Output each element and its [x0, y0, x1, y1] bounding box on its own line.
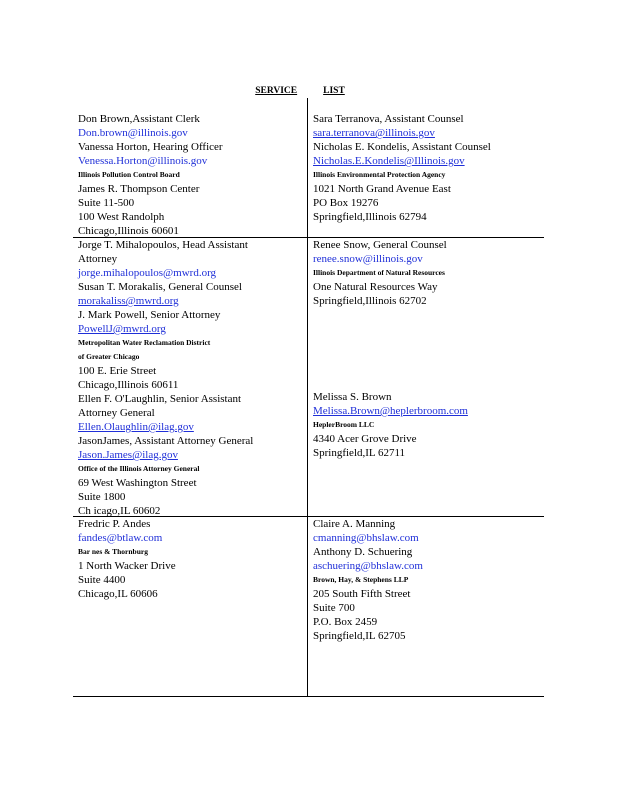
address-line: Suite 1800: [78, 491, 126, 503]
address-line: 69 West Washington Street: [78, 477, 197, 489]
address-line: Springfield,Illinois 62702: [313, 295, 427, 307]
email-link[interactable]: Venessa.Horton@illinois.gov: [78, 155, 208, 167]
contact-name: Fredric P. Andes: [78, 518, 151, 530]
address-line: Springfield,IL 62711: [313, 447, 406, 459]
contact-title: Attorney General: [78, 407, 155, 419]
address-line: 1021 North Grand Avenue East: [313, 183, 451, 195]
organization-name: HeplerBroom LLC: [313, 420, 375, 429]
address-line: Chicago,Illinois 60601: [78, 225, 179, 237]
address-line: Suite 700: [313, 602, 355, 614]
contact-name: J. Mark Powell, Senior Attorney: [78, 309, 221, 321]
document-title: [0, 86, 618, 96]
organization-name: Illinois Pollution Control Board: [78, 170, 180, 179]
email-link[interactable]: Ellen.Olaughlin@ilag.gov: [78, 421, 194, 433]
service-list-table: [73, 98, 544, 697]
address-line: PO Box 19276: [313, 197, 379, 209]
address-line: Chicago,IL 60606: [78, 588, 158, 600]
entry-department-of-natural-resources: [313, 238, 503, 308]
contact-name: Anthony D. Schuering: [313, 546, 413, 558]
address-line: One Natural Resources Way: [313, 281, 438, 293]
entry-heplerbroom: [313, 390, 503, 460]
table-bottom-border: [73, 696, 544, 697]
contact-name: Vanessa Horton, Hearing Officer: [78, 141, 223, 153]
address-line: James R. Thompson Center: [78, 183, 200, 195]
address-line: P.O. Box 2459: [313, 616, 378, 628]
contact-name: Don Brown,Assistant Clerk: [78, 113, 200, 125]
entry-brown-hay-stephens: [313, 517, 483, 643]
email-link[interactable]: aschuering@bhslaw.com: [313, 560, 423, 572]
contact-name: Ellen F. O'Laughlin, Senior Assistant: [78, 393, 242, 405]
entry-water-reclamation-and-attorney-general: [78, 238, 278, 518]
email-link[interactable]: Melissa.Brown@heplerbroom.com: [313, 405, 468, 417]
email-link[interactable]: cmanning@bhslaw.com: [313, 532, 419, 544]
email-link[interactable]: PowellJ@mwrd.org: [78, 323, 166, 335]
email-link[interactable]: Jason.James@ilag.gov: [78, 449, 178, 461]
column-divider: [307, 98, 308, 696]
email-link[interactable]: jorge.mihalopoulos@mwrd.org: [78, 267, 217, 279]
email-link[interactable]: Don.brown@illinois.gov: [78, 127, 188, 139]
address-line: 100 E. Erie Street: [78, 365, 157, 377]
contact-name: Renee Snow, General Counsel: [313, 239, 447, 251]
email-link[interactable]: morakaliss@mwrd.org: [78, 295, 179, 307]
contact-name: Nicholas E. Kondelis, Assistant Counsel: [313, 141, 491, 153]
title-list: LIST: [323, 86, 345, 96]
address-line: 205 South Fifth Street: [313, 588, 411, 600]
organization-name: Bar nes & Thornburg: [78, 547, 148, 556]
address-line: Ch icago,IL 60602: [78, 505, 161, 517]
contact-name: JasonJames, Assistant Attorney General: [78, 435, 254, 447]
contact-name: Sara Terranova, Assistant Counsel: [313, 113, 464, 125]
contact-name: Claire A. Manning: [313, 518, 396, 530]
email-link[interactable]: sara.terranova@illinois.gov: [313, 127, 435, 139]
entry-environmental-protection-agency: [313, 112, 503, 224]
contact-name: Jorge T. Mihalopoulos, Head Assistant: [78, 239, 248, 251]
organization-name: of Greater Chicago: [78, 352, 140, 361]
organization-name: Illinois Department of Natural Resources: [313, 268, 445, 277]
address-line: Chicago,Illinois 60611: [78, 379, 179, 391]
address-line: 100 West Randolph: [78, 211, 165, 223]
email-link[interactable]: renee.snow@illinois.gov: [313, 253, 423, 265]
address-line: 4340 Acer Grove Drive: [313, 433, 417, 445]
contact-title: Attorney: [78, 253, 118, 265]
organization-name: Office of the Illinois Attorney General: [78, 464, 200, 473]
address-line: Suite 11-500: [78, 197, 135, 209]
organization-name: Brown, Hay, & Stephens LLP: [313, 575, 409, 584]
entry-barnes-thornburg: [78, 517, 228, 601]
entry-pollution-control-board: [78, 112, 230, 238]
organization-name: Metropolitan Water Reclamation District: [78, 338, 211, 347]
contact-name: Susan T. Morakalis, General Counsel: [78, 281, 242, 293]
address-line: 1 North Wacker Drive: [78, 560, 176, 572]
contact-name: Melissa S. Brown: [313, 391, 392, 403]
title-service: SERVICE: [255, 86, 298, 96]
email-link[interactable]: Nicholas.E.Kondelis@Illinois.gov: [313, 155, 465, 167]
address-line: Springfield,Illinois 62794: [313, 211, 427, 223]
address-line: Springfield,IL 62705: [313, 630, 406, 642]
email-link[interactable]: fandes@btlaw.com: [78, 532, 163, 544]
address-line: Suite 4400: [78, 574, 126, 586]
organization-name: Illinois Environmental Protection Agency: [313, 170, 446, 179]
